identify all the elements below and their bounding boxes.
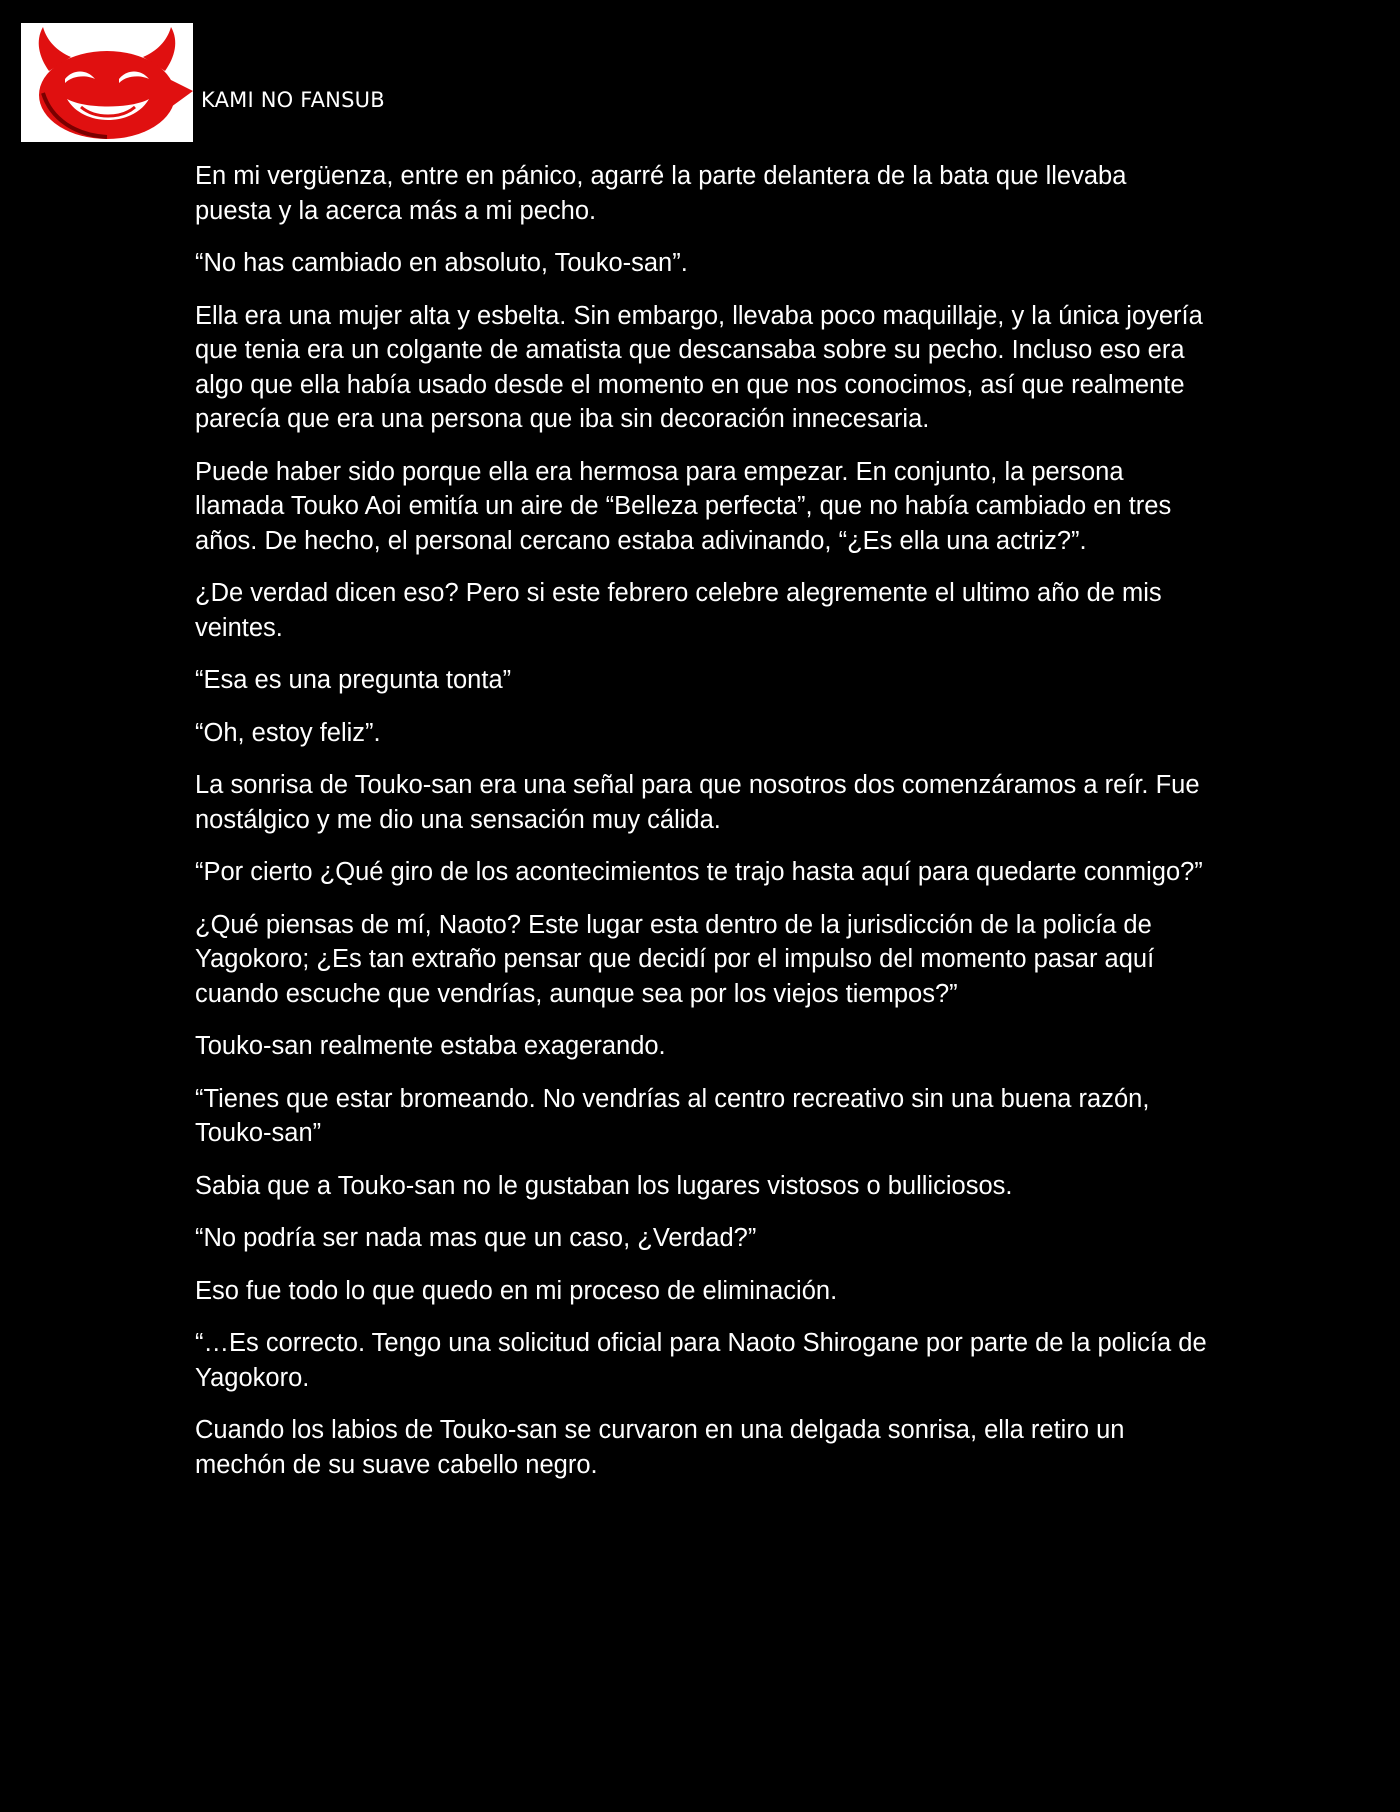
- paragraph: Touko-san realmente estaba exagerando.: [195, 1032, 666, 1060]
- paragraph: ¿Qué piensas de mí, Naoto? Este lugar esta dentro de la jurisdicción de la policía de Yagokoro; ¿Es tan extraño pensar que decidí por el impulso del momento pasar aquí cuando escuche que vendrías, aunque sea por los viejos tiempos?”: [195, 910, 1155, 1008]
- paragraph: Eso fue todo lo que quedo en mi proceso de eliminación.: [195, 1276, 838, 1305]
- paragraph: Cuando los labios de Touko-san se curvaron en una delgada sonrisa, ella retiro un mechón de su suave cabello negro.: [195, 1416, 1125, 1479]
- paragraph: “…Es correcto. Tengo una solicitud oficial para Naoto Shirogane por parte de la policía de Yagokoro.: [195, 1329, 1207, 1392]
- paragraph: En mi vergüenza, entre en pánico, agarré la parte delantera de la bata que llevaba puesta y la acerca más a mi pecho.: [195, 162, 1127, 225]
- paragraph: “Oh, estoy feliz”.: [195, 718, 381, 747]
- paragraph: La sonrisa de Touko-san era una señal para que nosotros dos comenzáramos a reír. Fue nostálgico y me dio una sensación muy cálida.: [195, 771, 1200, 834]
- paragraph: “No has cambiado en absoluto, Touko-san”.: [195, 249, 688, 277]
- paragraph: “Tienes que estar bromeando. No vendrías al centro recreativo sin una buena razón, Touko-san”: [195, 1084, 1150, 1147]
- paragraph: “Por cierto ¿Qué giro de los acontecimientos te trajo hasta aquí para quedarte conmigo?”: [195, 858, 1203, 886]
- paragraph: Sabia que a Touko-san no le gustaban los lugares vistosos o bulliciosos.: [195, 1171, 1013, 1200]
- paragraph: Puede haber sido porque ella era hermosa para empezar. En conjunto, la persona llamada Touko Aoi emitía un aire de “Belleza perfecta”, que no había cambiado en tres años. De hecho, el personal cercano estaba adivinando, “¿Es ella una actriz?”.: [195, 457, 1172, 555]
- paragraph: Ella era una mujer alta y esbelta. Sin embargo, llevaba poco maquillaje, y la única joyería que tenia era un colgante de amatista que descansaba sobre su pecho. Incluso eso era algo que ella había usado desde el momento en que nos conocimos, así que realmente parecía que era una persona que iba sin decoración innecesaria.: [195, 301, 1203, 433]
- paragraph: “No podría ser nada mas que un caso, ¿Verdad?”: [195, 1224, 757, 1252]
- header: [21, 22, 385, 142]
- page-body: [195, 159, 1210, 1500]
- red-devil-logo-icon: [21, 23, 193, 142]
- paragraph: ¿De verdad dicen eso? Pero si este febrero celebre alegremente el ultimo año de mis veintes.: [195, 579, 1162, 642]
- fansub-name: KAMI NO FANSUB: [201, 88, 385, 112]
- paragraph: “Esa es una pregunta tonta”: [195, 666, 512, 694]
